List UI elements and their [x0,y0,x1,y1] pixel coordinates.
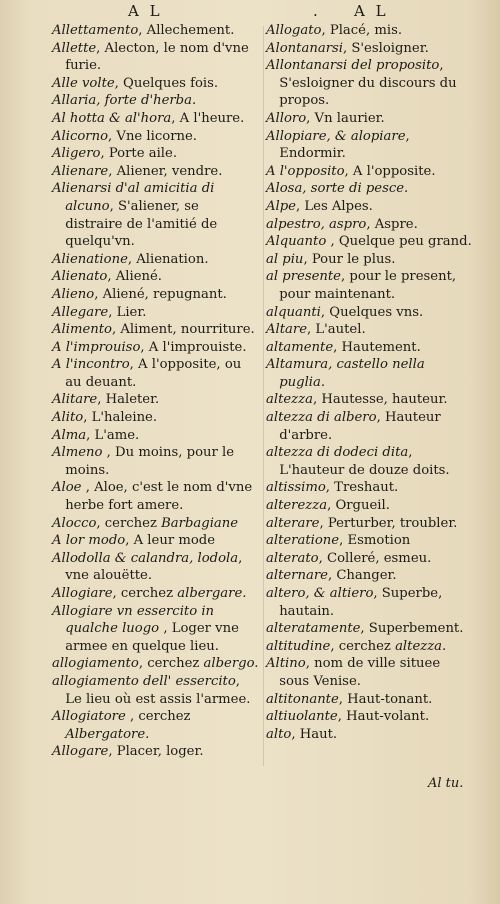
dictionary-entry [52,585,260,603]
entry-definition: , L'ame. [86,427,140,443]
entry-definition: , Le lieu où est assis l'armee. [65,673,251,707]
dictionary-entry [52,251,260,269]
entry-headword: Al hotta & al'hora [52,110,172,126]
dictionary-entry [52,110,260,128]
entry-headword: altissimo [266,480,326,496]
entry-definition: , Quelques vns. [320,304,424,320]
entry-headword: altezza di albero [266,410,377,426]
dictionary-entry [266,585,474,620]
entry-headword: Allettamento [52,23,139,38]
entry-definition: , Vne licorne. [108,128,197,144]
dictionary-entry [266,57,474,110]
entry-headword: altamente [266,339,334,355]
dictionary-entry [266,497,474,515]
entry-headword: alpestro, aspro [266,216,367,232]
dictionary-entry [52,479,260,514]
entry-headword: Alocco [52,515,97,531]
entry-definition: , Colleré, esmeu. [318,550,432,566]
entry-headword: Alosa, sorte di pesce. [266,181,409,197]
dictionary-entry [52,532,260,550]
entry-definition: , Placé, mis. [321,23,403,38]
entry-definition: , A leur mode [125,533,216,549]
entry-definition: , Aliené, repugnant. [94,286,227,302]
entry-definition: , Allechement. [138,23,235,38]
entry-definition: , Haut. [291,726,338,742]
dictionary-entry [52,603,260,656]
dictionary-entry [266,198,474,216]
dictionary-entry [52,22,260,40]
entry-headword: Alicorno [52,128,109,144]
entry-headword: al presente [266,269,341,285]
entry-headword: altitudine [266,638,331,654]
entry-definition: , Alienation. [127,251,209,267]
entry-headword: Allontanarsi del proposito [266,58,440,74]
entry-headword: altezza [266,392,313,408]
entry-definition: , Les Alpes. [296,198,373,214]
entry-definition: , Haleter. [97,392,160,408]
entry-headword: Alieno [52,286,95,302]
entry-definition: , S'aliener, se distraire de l'amitié de quelqu'vn. [65,198,218,250]
entry-headword: A l'improuiso [52,339,141,355]
entry-headword: Alienato [52,269,108,285]
entry-definition: , Haut-volant. [337,709,430,725]
entry-definition: , Hautement. [333,339,421,355]
entry-definition: , A l'heure. [171,110,245,126]
entry-headword: Altino [266,656,306,672]
entry-headword: Alontanarsi [266,40,343,56]
dictionary-entry [52,163,260,181]
dictionary-entry [52,92,260,110]
entry-headword: al piu [266,251,304,267]
entry-definition: , cerchez [112,586,178,601]
entry-definition: , cerchez [330,638,396,654]
entry-headword: Allogiare vn essercito in qualche luogo [52,603,215,637]
entry-definition: , Alecton, le nom d'vne furie. [65,40,249,74]
dictionary-entry [266,339,474,357]
entry-definition: , Hauteur d'arbre. [279,410,441,443]
dictionary-entry [266,233,474,251]
dictionary-entry [266,321,474,339]
entry-definition: , Treshaut. [325,480,399,496]
entry-headword: alteratamente [266,621,361,637]
entry-headword: Allogiare [52,586,113,601]
entry-cross-reference: Albergatore. [65,726,150,742]
entry-headword: Altamura, castello nella puglia. [266,357,425,390]
entry-definition: , A l'opposite. [344,163,436,179]
entry-headword: alquanti [266,304,321,320]
entry-cross-reference: albergo. [203,656,259,672]
entry-headword: Alitare [52,392,98,408]
entry-headword: Alimento [52,322,113,338]
entry-definition: , Quelque peu grand. [326,234,472,250]
dictionary-entry [266,550,474,568]
dictionary-entry [52,321,260,339]
entry-cross-reference: Barbagiane [161,515,239,531]
dictionary-entry [52,391,260,409]
dictionary-entry [266,567,474,585]
entry-headword: A l'incontro [52,357,130,373]
dictionary-entry [266,304,474,322]
column-divider [263,26,264,766]
dictionary-entry [266,391,474,409]
entry-headword: Alloro [266,110,307,126]
dictionary-entry [266,532,474,550]
dictionary-entry [52,268,260,286]
dictionary-entry [266,708,474,726]
entry-headword: Allaria, forte d'herba. [52,93,197,109]
entry-definition: , Aliener, vendre. [108,163,223,179]
dictionary-entry [52,515,260,533]
entry-headword: alteratione [266,533,340,549]
entry-definition: , S'esloigner du discours du propos. [279,58,457,109]
dictionary-entry [266,409,474,444]
entry-headword: Alquanto [266,234,327,250]
entry-definition: , Aspre. [366,216,418,232]
entry-headword: altitonante [266,691,339,707]
left-column [52,22,260,761]
entry-definition: , nom de ville situee sous Venise. [279,656,441,689]
dictionary-entry [266,251,474,269]
header-right: A L [354,2,389,20]
entry-definition: , Du moins, pour le moins. [65,445,235,478]
header-mid: . [313,2,321,20]
entry-headword: altezza di dodeci dita [266,445,409,461]
entry-headword: Alma [52,427,87,443]
entry-headword: Aligero [52,146,101,162]
right-column [266,22,474,743]
entry-definition: , L'autel. [307,322,366,338]
entry-definition: , Orgueil. [327,498,390,514]
dictionary-entry [266,110,474,128]
dictionary-entry [52,145,260,163]
entry-headword: alto [266,726,292,742]
dictionary-entry [266,726,474,744]
entry-definition: , L'hauteur de douze doits. [279,445,450,478]
entry-headword: alterato [266,550,319,566]
entry-definition: , Esmotion [339,533,411,549]
entry-headword: Allogiatore [52,709,126,725]
entry-definition: , L'haleine. [83,410,158,426]
dictionary-entry [52,427,260,445]
entry-headword: Alienarsi d'al amicitia di alcuno [52,181,215,214]
dictionary-entry [266,216,474,234]
entry-definition: , Hautesse, hauteur. [312,392,448,408]
dictionary-entry [266,479,474,497]
entry-headword: allogiamento [52,656,139,672]
entry-definition: , Aliment, nourriture. [112,322,255,338]
entry-definition: , S'esloigner. [342,40,429,56]
entry-definition: , pour le present, pour maintenant. [279,269,457,302]
entry-headword: alterare [266,515,320,531]
entry-headword: Almeno [52,445,103,461]
entry-definition: , Placer, loger. [108,744,204,760]
dictionary-entry [52,743,260,761]
entry-headword: altiuolante [266,709,338,725]
entry-headword: Aloe [52,480,82,496]
dictionary-entry [52,444,260,479]
entry-headword: Allodolla & calandra, lodola [52,550,239,566]
entry-definition: , Changer. [327,568,397,584]
entry-definition: , Aloe, c'est le nom d'vne herbe fort amere. [65,480,253,514]
dictionary-entry [266,268,474,303]
dictionary-entry [266,128,474,163]
entry-headword: Alienatione [52,251,128,267]
entry-headword: Allopiare, & alopiare [266,128,406,144]
entry-headword: Allette [52,40,97,56]
entry-definition: , Vn laurier. [306,110,385,126]
entry-headword: Allegare [52,304,109,320]
entry-definition: , Lier. [108,304,147,320]
entry-headword: A l'opposito [266,163,345,179]
entry-definition: , vne alouëtte. [65,550,243,584]
dictionary-entry [266,691,474,709]
entry-headword: alternare [266,568,328,584]
entry-headword: Alito [52,410,84,426]
entry-definition: , Superbement. [360,621,464,637]
entry-headword: Allogare [52,744,109,760]
dictionary-entry [52,304,260,322]
dictionary-entry [266,515,474,533]
dictionary-entry [52,75,260,93]
dictionary-entry [266,356,474,391]
dictionary-entry [52,655,260,673]
dictionary-entry [52,339,260,357]
dictionary-entry [266,180,474,198]
dictionary-entry [266,40,474,58]
entry-definition: , Loger vne armee en quelque lieu. [65,621,239,654]
entry-headword: alterezza [266,498,328,514]
dictionary-entry [52,180,260,250]
entry-definition: , A l'opposite, ou au deuant. [65,357,242,390]
entry-headword: allogiamento dell' essercito [52,673,236,689]
dictionary-entry [266,22,474,40]
dictionary-entry [52,409,260,427]
dictionary-entry [266,638,474,656]
entry-definition: , Superbe, hautain. [279,586,443,619]
entry-definition: , cerchez [138,656,204,672]
dictionary-entry [52,550,260,585]
entry-definition: , cerchez [96,515,162,531]
dictionary-entry [266,444,474,479]
entry-definition: , Pour le plus. [303,251,396,267]
entry-definition: , cerchez [125,709,191,725]
entry-cross-reference: altezza. [395,638,447,654]
entry-definition: , Porte aile. [100,146,178,162]
entry-headword: Alle volte [52,75,115,91]
entry-definition: , A l'improuiste. [140,339,247,355]
entry-definition: , Haut-tonant. [338,691,433,707]
entry-definition: , Endormir. [279,128,410,162]
entry-headword: altero, & altiero [266,586,374,601]
dictionary-entry [266,620,474,638]
entry-headword: A lor modo [52,533,126,549]
running-header [0,2,500,22]
entry-definition: , Aliené. [107,269,162,285]
entry-definition: , Quelques fois. [114,75,219,91]
entry-cross-reference: albergare. [177,586,247,601]
entry-headword: Allogato [266,23,322,38]
dictionary-entry [266,655,474,690]
entry-headword: Altare [266,322,308,338]
dictionary-entry [52,286,260,304]
catchword: Al tu. [428,776,464,791]
dictionary-entry [52,356,260,391]
entry-definition: , Perturber, troubler. [319,515,458,531]
dictionary-entry [52,673,260,708]
dictionary-entry [266,163,474,181]
entry-headword: Alpe [266,198,296,214]
dictionary-entry [52,708,260,743]
dictionary-entry [52,128,260,146]
entry-headword: Alienare [52,163,109,179]
dictionary-entry [52,40,260,75]
header-left: A L [128,2,163,20]
